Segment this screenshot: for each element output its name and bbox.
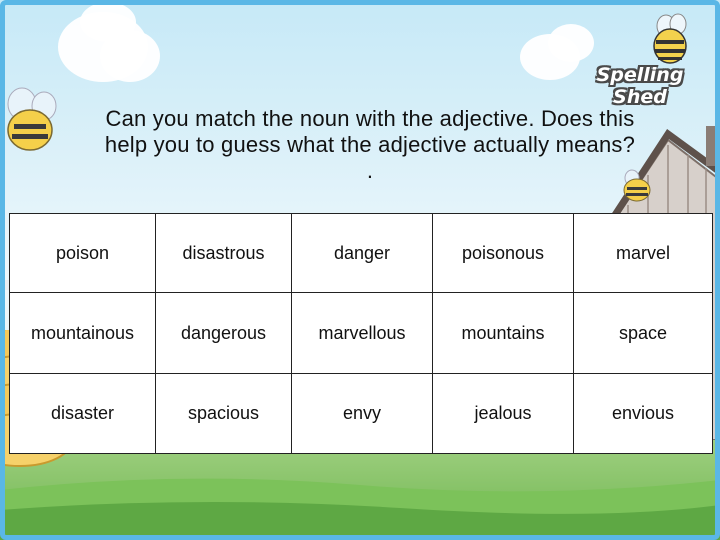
logo-text: Spelling Shed [596,64,684,108]
table-cell: mountains [433,293,574,374]
table-cell: mountainous [10,293,156,374]
table-cell: poison [10,214,156,293]
table-row [10,374,713,454]
question-line-1: Can you match the noun with the adjective. Does this [105,106,635,131]
question-line-3: . [366,158,374,183]
spelling-shed-logo [574,12,704,108]
table-row [10,214,713,293]
table-cell: disastrous [156,214,292,293]
table-cell: marvellous [292,293,433,374]
table-cell: dangerous [156,293,292,374]
table-cell: disaster [10,374,156,454]
table-cell: space [574,293,713,374]
word-match-table [9,213,713,454]
question-line-2: help you to guess what the adjective actually means? [104,132,636,157]
bee-icon [0,84,62,154]
question-text [60,106,680,184]
cloud [80,2,136,42]
table-row [10,293,713,374]
bee-icon [648,12,692,66]
table-cell: danger [292,214,433,293]
table-cell: jealous [433,374,574,454]
table-cell: envy [292,374,433,454]
table-cell: envious [574,374,713,454]
table-cell: marvel [574,214,713,293]
table-cell: spacious [156,374,292,454]
grass [0,450,720,540]
table-cell: poisonous [433,214,574,293]
